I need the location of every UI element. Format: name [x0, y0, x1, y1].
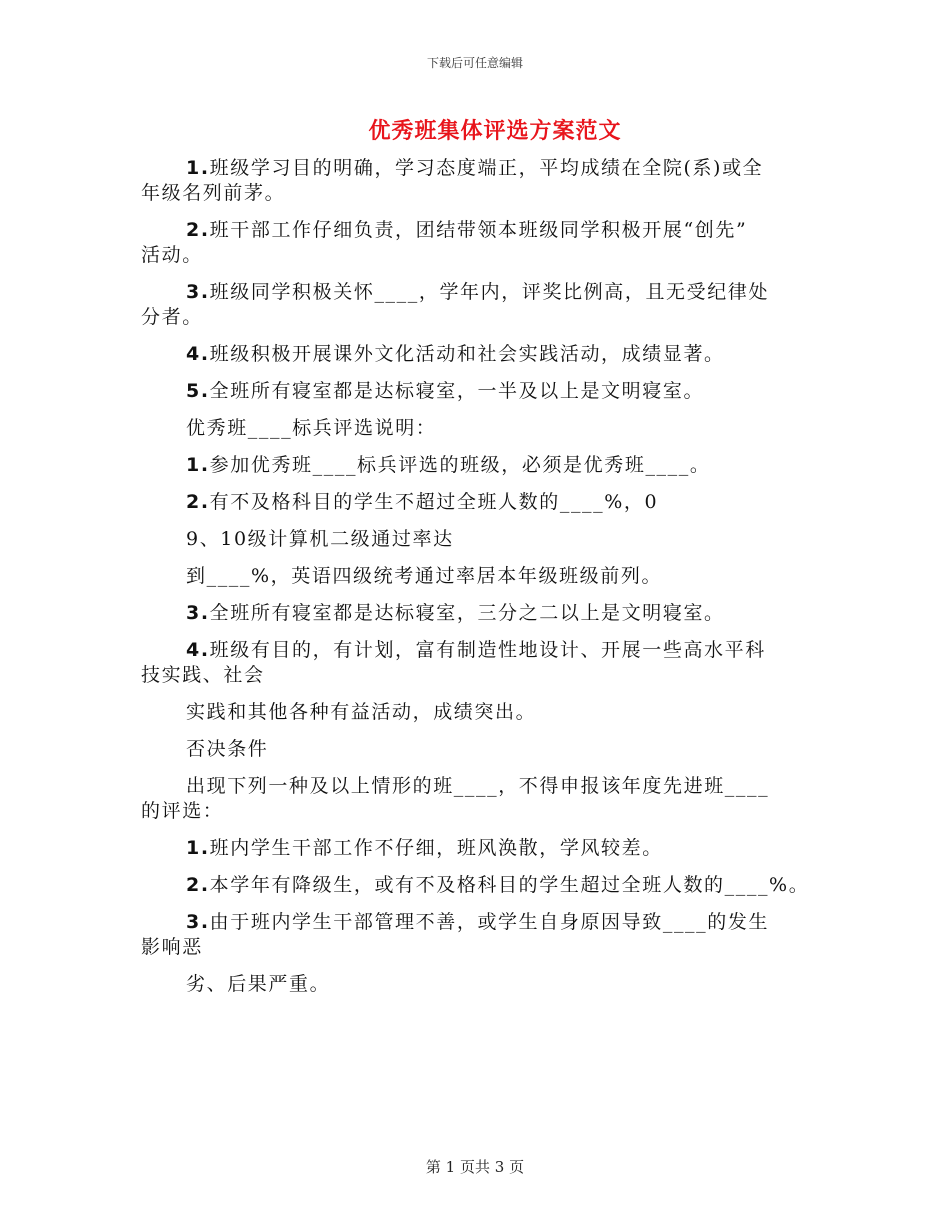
item-number: 1.	[186, 157, 210, 179]
line-text: 优秀班____标兵评选说明：	[186, 417, 437, 439]
paragraph-line	[141, 218, 811, 243]
paragraph-line	[141, 490, 811, 515]
item-number: 2.	[186, 491, 210, 513]
line-text: 到____%，英语四级统考通过率居本年级班级前列。	[186, 565, 663, 587]
line-text: 参加优秀班____标兵评选的班级，必须是优秀班____。	[209, 454, 711, 476]
paragraph-line	[141, 836, 811, 861]
paragraph-line	[141, 280, 811, 305]
item-number: 2.	[186, 219, 210, 241]
line-text: 班级学习目的明确，学习态度端正，平均成绩在全院(系)或全	[209, 157, 764, 179]
document-body	[141, 156, 811, 997]
paragraph-line	[141, 910, 811, 935]
page-footer: 第 1 页共 3 页	[425, 1158, 525, 1176]
line-text: 班内学生干部工作不仔细，班风涣散，学风较差。	[209, 837, 663, 859]
line-text: 的评选：	[141, 800, 224, 822]
paragraph-line	[141, 379, 811, 404]
line-text: 班级有目的，有计划，富有制造性地设计、开展一些高水平科	[209, 639, 766, 661]
paragraph-line	[141, 638, 811, 663]
line-text: 技实践、社会	[141, 664, 265, 686]
paragraph-line	[141, 700, 811, 725]
paragraph-line	[141, 873, 811, 898]
line-text: 分者。	[141, 306, 203, 328]
paragraph-line	[141, 453, 811, 478]
line-text: 9、10级计算机二级通过率达	[186, 528, 454, 550]
line-text: 全班所有寝室都是达标寝室，三分之二以上是文明寝室。	[209, 602, 725, 624]
header-note: 下载后可任意编辑	[426, 56, 523, 70]
line-text: 全班所有寝室都是达标寝室，一半及以上是文明寝室。	[209, 380, 705, 402]
item-number: 2.	[186, 874, 210, 896]
paragraph-line	[141, 737, 811, 762]
paragraph-line	[141, 601, 811, 626]
paragraph-line	[141, 972, 811, 997]
paragraph-line	[141, 774, 811, 799]
paragraph-line	[141, 416, 811, 441]
line-text: 由于班内学生干部管理不善，或学生自身原因导致____的发生	[209, 911, 770, 933]
line-text: 班级积极开展课外文化活动和社会实践活动，成绩显著。	[209, 343, 725, 365]
document-title: 优秀班集体评选方案范文	[368, 118, 622, 144]
line-text: 本学年有降级生，或有不及格科目的学生超过全班人数的____%。	[209, 874, 810, 896]
line-text: 否决条件	[186, 738, 269, 760]
line-text: 年级名列前茅。	[141, 182, 286, 204]
line-text: 出现下列一种及以上情形的班____，不得申报该年度先进班____	[186, 775, 770, 797]
paragraph-line	[141, 527, 811, 552]
paragraph-line	[141, 935, 811, 960]
item-number: 4.	[186, 343, 210, 365]
paragraph-line	[141, 564, 811, 589]
item-number: 3.	[186, 911, 210, 933]
line-text: 影响恶	[141, 936, 203, 958]
paragraph-line	[141, 799, 811, 824]
line-text: 班级同学积极关怀____，学年内，评奖比例高，且无受纪律处	[209, 281, 770, 303]
line-text: 活动。	[141, 244, 203, 266]
line-text: 班干部工作仔细负责，团结带领本班级同学积极开展“创先”	[209, 219, 748, 241]
paragraph-line	[141, 243, 811, 268]
item-number: 3.	[186, 602, 210, 624]
item-number: 4.	[186, 639, 210, 661]
item-number: 1.	[186, 837, 210, 859]
line-text: 有不及格科目的学生不超过全班人数的____%，0	[209, 491, 659, 513]
item-number: 3.	[186, 281, 210, 303]
item-number: 1.	[186, 454, 210, 476]
paragraph-line	[141, 181, 811, 206]
paragraph-line	[141, 663, 811, 688]
paragraph-line	[141, 342, 811, 367]
line-text: 实践和其他各种有益活动，成绩突出。	[186, 701, 537, 723]
line-text: 劣、后果严重。	[186, 973, 331, 995]
paragraph-line	[141, 156, 811, 181]
item-number: 5.	[186, 380, 210, 402]
paragraph-line	[141, 305, 811, 330]
